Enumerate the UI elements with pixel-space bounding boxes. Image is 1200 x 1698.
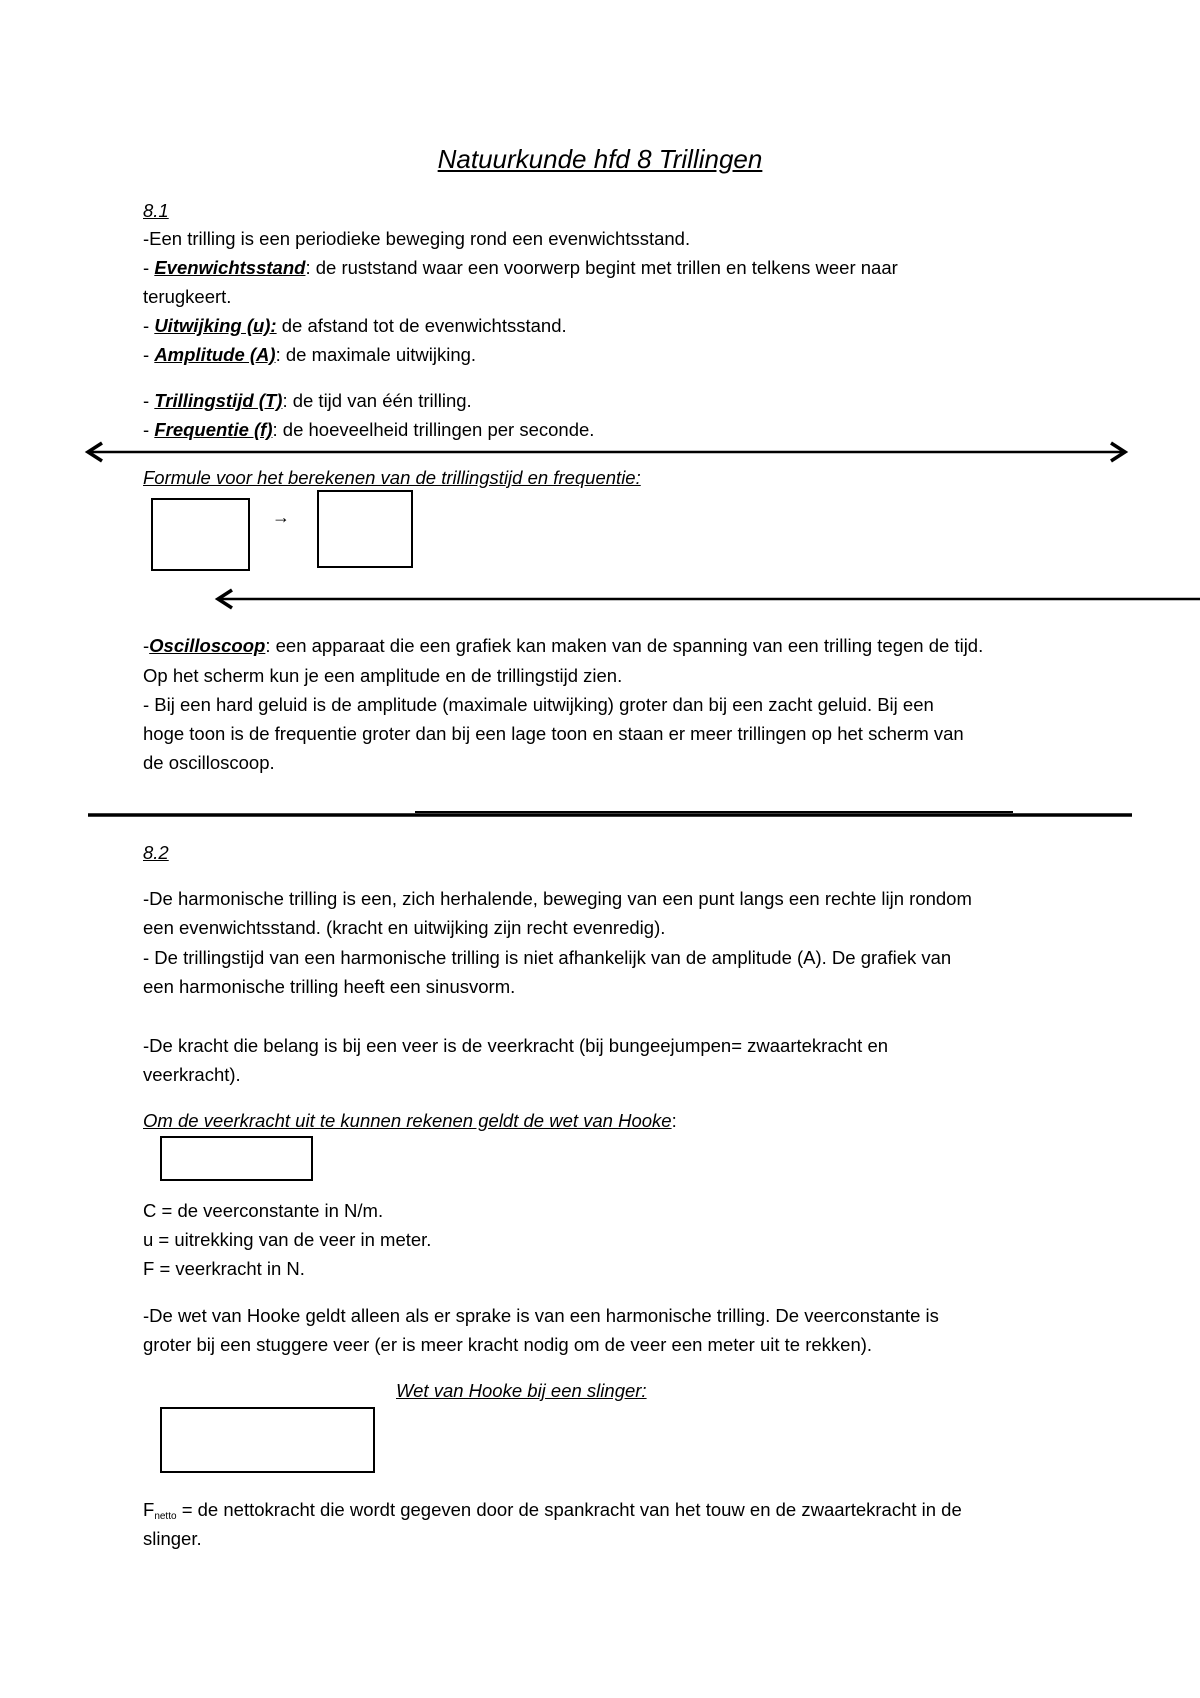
trilling-definition: -Een trilling is een periodieke beweging rond een evenwichtsstand. [143,228,691,249]
amplitude-line: - Amplitude (A): de maximale uitwijking. [143,344,477,365]
uitwijking-line: - Uitwijking (u): de afstand tot de evenwichtsstand. [143,315,567,336]
frequentie-term: Frequentie (f) [154,419,273,440]
hooke-heading-line [143,1109,677,1133]
definition-f: F = veerkracht in N. [143,1258,305,1279]
evenwichtsstand-term: Evenwichtsstand [154,257,306,278]
hooke-line-1: -De wet van Hooke geldt alleen als er sprake is van een harmonische trilling. De veerconstante is [143,1305,939,1326]
definition-u: u = uitrekking van de veer in meter. [143,1229,432,1250]
hooke-line-2: groter bij een stuggere veer (er is meer kracht nodig om de veer een meter uit te rekken). [143,1334,873,1355]
harmonisch-line-3: - De trillingstijd van een harmonische trilling is niet afhankelijk van de amplitude (A). De grafiek van [143,947,952,968]
page-title: Natuurkunde hfd 8 Trillingen [437,144,763,174]
formula-heading: Formule voor het berekenen van de trillingstijd en frequentie: [143,467,641,488]
oscilloscoop-cont: Op het scherm kun je een amplitude en de trillingstijd zien. [143,665,623,686]
amplitude-term: Amplitude (A) [154,344,276,365]
frequentie-text: : de hoeveelheid trillingen per seconde. [272,419,595,440]
formula-box-hooke [160,1136,313,1181]
oscilloscoop-term: Oscilloscoop [149,635,266,656]
formula-box-slinger [160,1407,375,1473]
geluid-line-3: de oscilloscoop. [143,752,275,773]
slinger-heading: Wet van Hooke bij een slinger: [396,1380,647,1401]
section-heading-8-1: 8.1 [143,200,169,221]
definition-c: C = de veerconstante in N/m. [143,1200,384,1221]
hooke-heading: Om de veerkracht uit te kunnen rekenen geldt de wet van Hooke [143,1110,672,1131]
geluid-line-2: hoge toon is de frequentie groter dan bij een lage toon en staan er meer trillingen op het scherm van [143,723,964,744]
uitwijking-text: de afstand tot de evenwichtsstand. [276,315,567,336]
oscilloscoop-text: : een apparaat die een grafiek kan maken van de spanning van een trilling tegen de tijd. [265,635,984,656]
fnetto-text: = de nettokracht die wordt gegeven door de spankracht van het touw en de zwaartekracht in de [176,1499,962,1520]
harmonisch-line-4: een harmonische trilling heeft een sinusvorm. [143,976,516,997]
kracht-line-2: veerkracht). [143,1064,241,1085]
oscilloscoop-line: -Oscilloscoop: een apparaat die een grafiek kan maken van de spanning van een trilling tegen de tijd. [143,635,984,656]
fnetto-subscript: netto [154,1511,177,1522]
section-heading-8-2: 8.2 [143,842,169,863]
harmonisch-line-1: -De harmonische trilling is een, zich herhalende, beweging van een punt langs een rechte lijn rondom [143,888,972,909]
harmonisch-line-2: een evenwichtsstand. (kracht en uitwijking zijn recht evenredig). [143,917,666,938]
uitwijking-term: Uitwijking (u): [154,315,277,336]
arrow-right-icon: → [272,507,290,527]
amplitude-text: : de maximale uitwijking. [275,344,477,365]
fnetto-line [143,1498,962,1529]
trillingstijd-term: Trillingstijd (T) [154,390,283,411]
fnetto-cont: slinger. [143,1528,202,1549]
evenwichtsstand-cont: terugkeert. [143,286,232,307]
hooke-colon: : [671,1110,677,1131]
kracht-line-1: -De kracht die belang is bij een veer is de veerkracht (bij bungeejumpen= zwaartekracht en [143,1035,889,1056]
evenwichtsstand-line: - Evenwichtsstand: de ruststand waar een voorwerp begint met trillen en telkens weer naar [143,257,898,278]
trillingstijd-line: - Trillingstijd (T): de tijd van één trilling. [143,390,472,411]
frequentie-line: - Frequentie (f): de hoeveelheid trillingen per seconde. [143,419,595,440]
trillingstijd-text: : de tijd van één trilling. [282,390,472,411]
fnetto-symbol: F [143,1499,155,1520]
geluid-line-1: - Bij een hard geluid is de amplitude (maximale uitwijking) groter dan bij een zacht geluid. Bij een [143,694,934,715]
evenwichtsstand-text: : de ruststand waar een voorwerp begint met trillen en telkens weer naar [305,257,898,278]
